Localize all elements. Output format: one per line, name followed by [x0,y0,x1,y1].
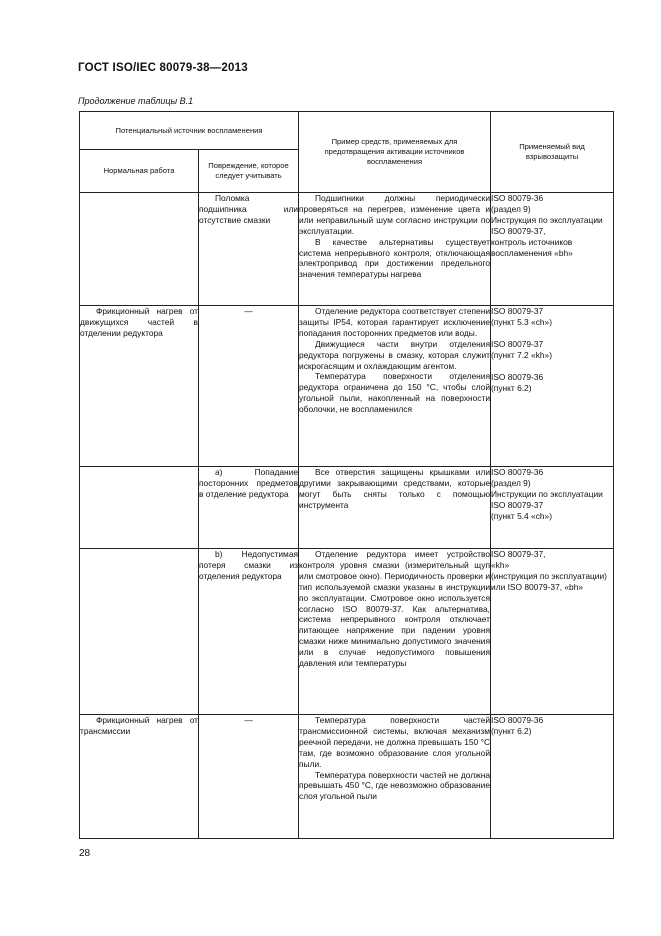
protection-line: Инструкции по эксплуатации [491,488,603,499]
cell-normal-operation: Фрикционный нагрев от трансмиссии [80,715,199,839]
cell-protection [491,715,614,839]
cell-failure: а) Попадание посторонних предметов в отделение редуктора [199,467,299,549]
page-number: 28 [79,848,91,859]
cell-protection [491,306,614,467]
measure-paragraph: Отделение редуктора имеет устройство контроля уровня смазки (измерительный щуп или смотровое окно). Периодичность проверки и тип используемой смазки указаны в инструкции по эксплуатации. Смотровое окно используется согласно ISO 80079-37. Как альтернатива, система непрерывного контроля отключает питающее напряжение при падении уровня смазки ниже минимально допустимого значения или в случае недопустимого повышения давления или температуры [299,549,491,669]
header-protection-type: Применяемый вид взрывозащиты [491,112,614,193]
cell-normal-operation: Фрикционный нагрев от движущихся частей в отделении редуктора [80,306,199,467]
protection-line: ISO 80079-36 [491,467,544,477]
protection-line: (пункт 6.2) [491,382,532,393]
header-prevention-measures: Пример средств, применяемых для предотвращения активации источников воспламенения [299,112,491,193]
table-row [80,306,614,467]
cell-protection [491,549,614,715]
cell-failure: Поломка подшипника или отсутствие смазки [199,193,299,306]
protection-line: (раздел 9) [491,477,531,488]
measure-paragraph: Температура поверхности отделения редуктора ограничена до 150 °С, чтобы слой угольной пыли, накопленный на поверхности оболочки, не воспламенился [299,371,491,415]
table-row [80,549,614,715]
protection-line: «kh» [491,559,510,570]
protection-line: ISO 80079-37, [491,549,546,559]
cell-failure: — [199,306,299,467]
cell-normal-operation [80,549,199,715]
protection-line: ISO 80079-36 [491,193,544,203]
ignition-sources-table [79,111,614,839]
protection-line: (пункт 6.2) [491,725,532,736]
protection-line: Инструкция по эксплуатации [491,214,603,225]
protection-line: ISO 80079-37 [491,306,544,316]
table-row [80,715,614,839]
cell-measures [299,306,491,467]
cell-failure: b) Недопустимая потеря смазки из отделения редуктора [199,549,299,715]
table-header-row [80,112,614,150]
cell-protection [491,467,614,549]
measure-paragraph: Движущиеся части внутри отделения редуктора погружены в смазку, которая служит искрогасящим и охлаждающим агентом. [299,338,491,371]
protection-line: ISO 80079-36 [491,371,544,382]
measure-paragraph: Температура поверхности частей трансмиссионной системы, включая механизм реечной передачи, не должна превышать 150 °С там, где возможно образование слоя угольной пыли. [299,715,491,769]
cell-normal-operation [80,193,199,306]
header-failure: Повреждение, которое следует учитывать [199,150,299,193]
header-normal-operation: Нормальная работа [80,150,199,193]
measure-paragraph: Подшипники должны периодически проверяться на перегрев, изменение цвета и или неправильный шум согласно инструкции по эксплуатации. [299,193,491,236]
cell-protection [491,193,614,306]
measure-paragraph: Отделение редуктора соответствует степени защиты IP54, которая гарантирует исключение попадания посторонних предметов или воды. [299,306,491,338]
protection-line: ISO 80079-37, [491,225,546,236]
protection-line: (пункт 7.2 «kh») [491,349,552,360]
measure-paragraph: В качестве альтернативы существует система непрерывного контроля, отключающая электропривод при достижении предельного значения температуры нагрева [299,236,491,280]
cell-measures [299,549,491,715]
cell-normal-operation [80,467,199,549]
cell-failure: — [199,715,299,839]
protection-line: (пункт 5.4 «ch») [491,510,552,521]
protection-line: ISO 80079-36 [491,715,544,725]
cell-measures [299,715,491,839]
protection-line: (раздел 9) [491,203,531,214]
protection-line: ISO 80079-37 [491,338,544,349]
protection-line: ISO 80079-37 [491,499,544,510]
table-row [80,467,614,549]
cell-measures [299,193,491,306]
table-caption: Продолжение таблицы В.1 [78,96,194,106]
protection-line: контроль источников воспламенения «bh» [491,236,573,258]
header-potential-source: Потенциальный источник воспламенения [80,112,299,150]
protection-line: (инструкция по эксплуатации) или ISO 80079-37, «bh» [491,570,607,592]
table-row [80,193,614,306]
measure-paragraph: Температура поверхности частей не должна превышать 450 °С, где невозможно образование слоя угольной пыли [299,769,491,802]
protection-line: (пункт 5.3 «ch») [491,316,552,327]
cell-measures [299,467,491,549]
document-title: ГОСТ ISO/IEC 80079-38—2013 [78,62,248,74]
measure-paragraph: Все отверстия защищены крышками или другими закрывающими средствами, которые могут быть сняты только с помощью инструмента [299,467,491,510]
